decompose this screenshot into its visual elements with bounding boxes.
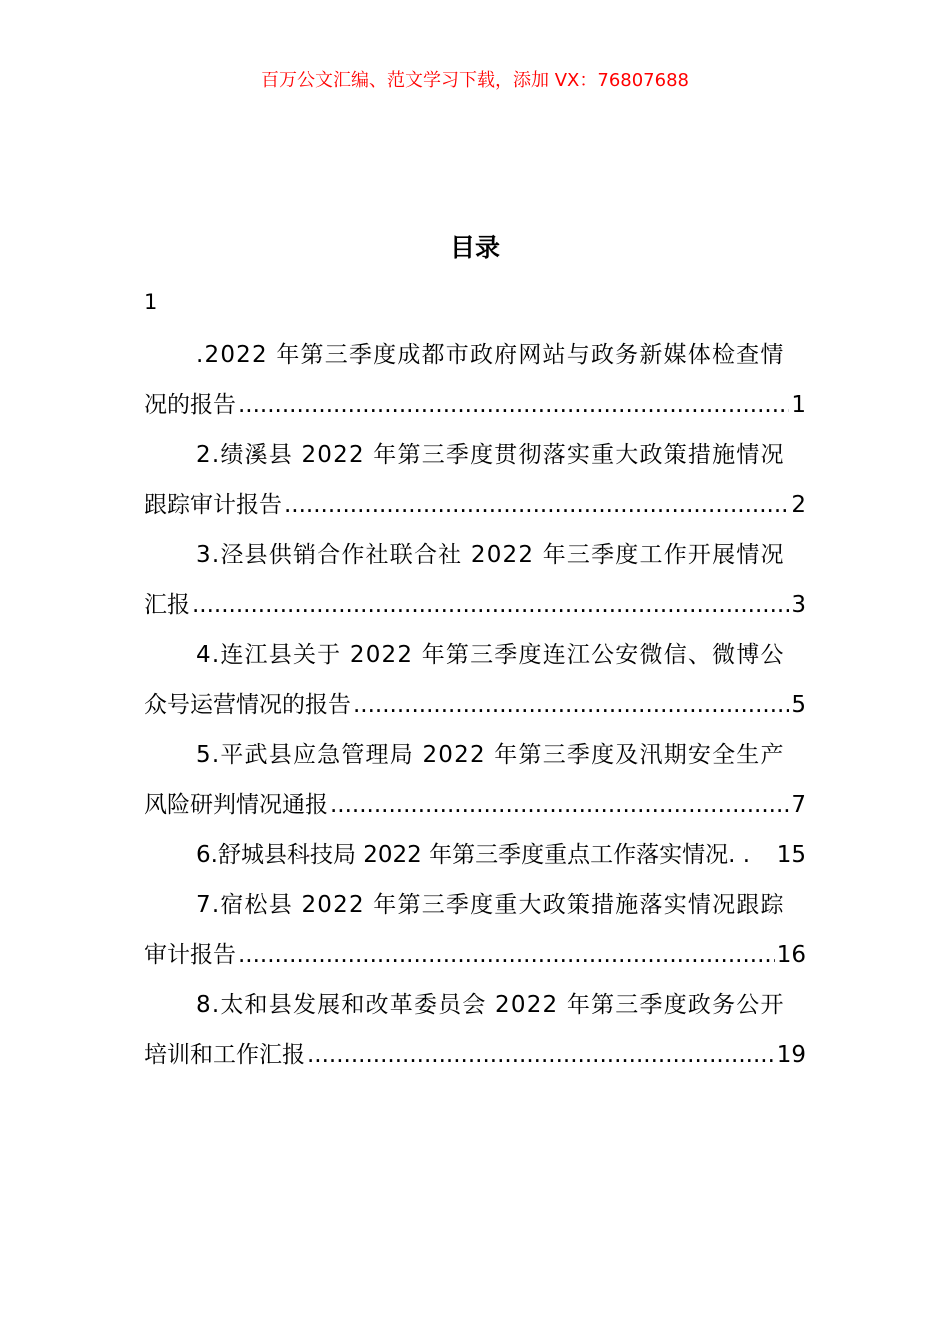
toc-entry-2[interactable] [144, 430, 806, 530]
dot-leader [307, 1030, 775, 1080]
toc-entry-4[interactable] [144, 630, 806, 730]
toc-entry-title: 3.泾县供销合作社联合社 2022 年三季度工作开展情况 [196, 542, 785, 568]
toc-entry-page: 3 [791, 592, 806, 618]
toc-entry-title-cont: 众号运营情况的报告 [144, 692, 351, 718]
toc-entry-title: 7.宿松县 2022 年第三季度重大政策措施落实情况跟踪 [196, 892, 785, 918]
toc-entry-6[interactable] [144, 830, 806, 880]
toc-entry-title: 6.舒城县科技局 2022 年第三季度重点工作落实情况 [196, 842, 729, 868]
dot-leader [330, 780, 789, 830]
toc-entry-title-cont: 培训和工作汇报 [144, 1042, 305, 1068]
dot-leader [353, 680, 789, 730]
toc-entry-8[interactable] [144, 980, 806, 1080]
toc-entry-3[interactable] [144, 530, 806, 630]
toc-list [144, 330, 806, 1080]
toc-entry-title-cont: 况的报告 [144, 392, 236, 418]
toc-entry-page: 15 [776, 842, 806, 868]
toc-entry-5[interactable] [144, 730, 806, 830]
toc-entry-page: 1 [791, 392, 806, 418]
toc-entry-page: 7 [791, 792, 806, 818]
dot-leader [192, 580, 789, 630]
page-title: 目录 [449, 233, 500, 262]
toc-entry-title: 4.连江县关于 2022 年第三季度连江公安微信、微博公 [196, 642, 785, 668]
header-watermark-text: 百万公文汇编、范文学习下载，添加 VX：76807688 [261, 70, 689, 91]
toc-entry-title-cont: 汇报 [144, 592, 190, 618]
toc-entry-title-cont: 风险研判情况通报 [144, 792, 328, 818]
dot-leader [284, 480, 789, 530]
toc-entry-title: .2022 年第三季度成都市政府网站与政务新媒体检查情 [196, 342, 785, 368]
toc-entry-title-cont: 跟踪审计报告 [144, 492, 282, 518]
dot-leader [238, 930, 775, 980]
toc-entry-page: 16 [776, 942, 806, 968]
toc-entry-title: 2.绩溪县 2022 年第三季度贯彻落实重大政策措施情况 [196, 442, 785, 468]
toc-entry-title: 5.平武县应急管理局 2022 年第三季度及汛期安全生产 [196, 742, 785, 768]
toc-entry-7[interactable] [144, 880, 806, 980]
toc-section-number: 1 [144, 290, 158, 314]
toc-entry-1[interactable] [144, 330, 806, 430]
dot-leader [238, 380, 789, 430]
toc-entry-title: 8.太和县发展和改革委员会 2022 年第三季度政务公开 [196, 992, 785, 1018]
toc-entry-page: 2 [791, 492, 806, 518]
toc-entry-separator: . . [728, 842, 751, 868]
toc-entry-title-cont: 审计报告 [144, 942, 236, 968]
toc-entry-page: 5 [791, 692, 806, 718]
toc-entry-page: 19 [776, 1042, 806, 1068]
